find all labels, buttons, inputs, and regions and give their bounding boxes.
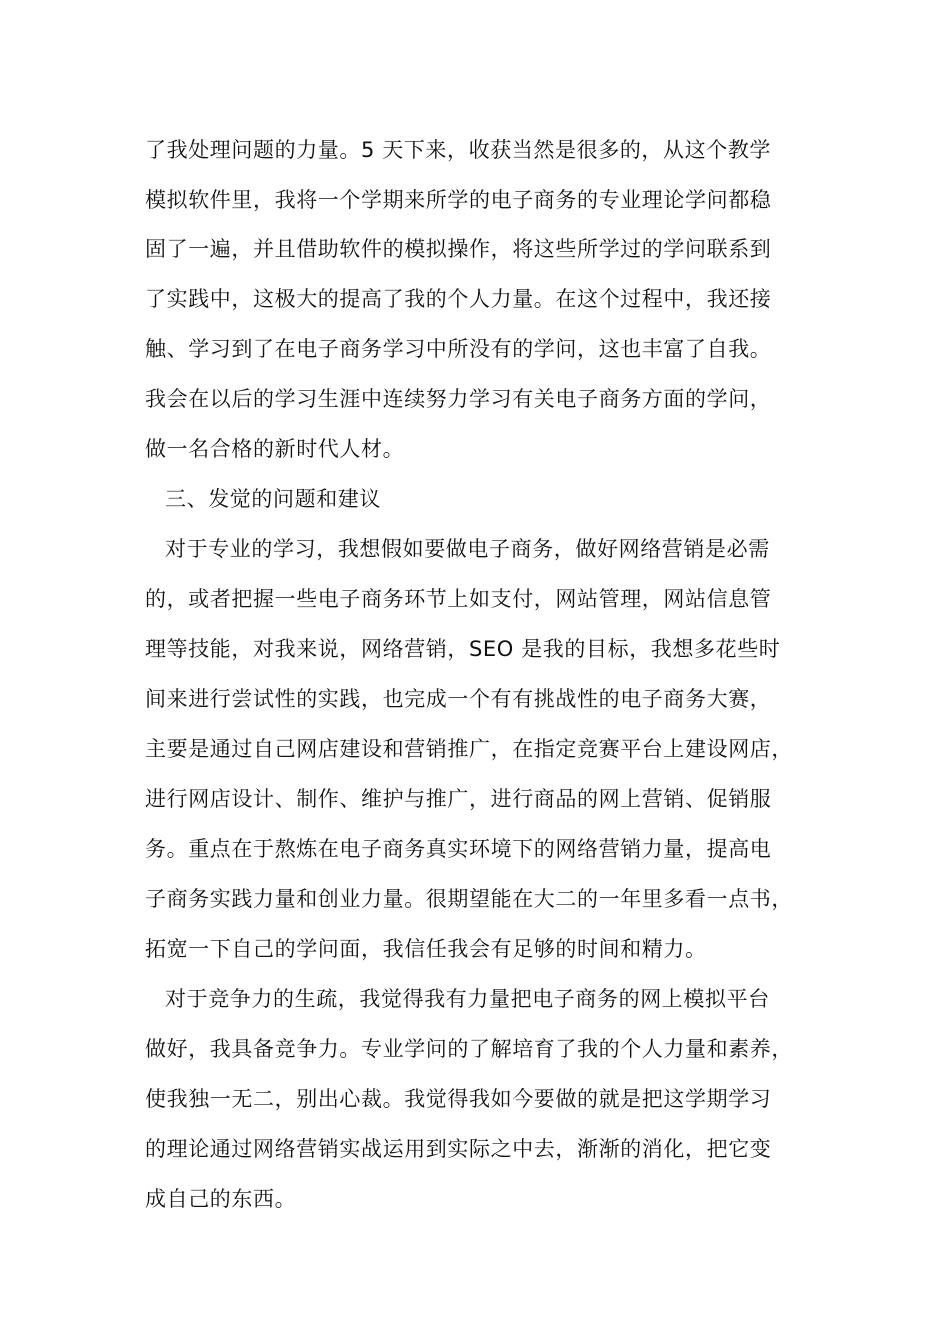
text-line: 理等技能，对我来说，网络营销，SEO 是我的目标，我想多花些时 xyxy=(145,637,781,661)
text-line: 做一名合格的新时代人材。 xyxy=(145,437,405,461)
text-line: 了实践中，这极大的提高了我的个人力量。在这个过程中，我还接 xyxy=(145,287,772,311)
text-line: 拓宽一下自己的学问面，我信任我会有足够的时间和精力。 xyxy=(145,937,707,961)
text-line: 触、学习到了在电子商务学习中所没有的学问，这也丰富了自我。 xyxy=(145,337,772,361)
text-line: 使我独一无二，别出心裁。我觉得我如今要做的就是把这学期学习 xyxy=(145,1087,772,1111)
text-line: 主要是通过自己网店建设和营销推广，在指定竞赛平台上建设网店， xyxy=(145,737,793,761)
text-line: 了我处理问题的力量。5 天下来，收获当然是很多的，从这个教学 xyxy=(145,138,772,162)
text-line: 的，或者把握一些电子商务环节上如支付，网站管理，网站信息管 xyxy=(145,587,772,611)
text-line: 的理论通过网络营销实战运用到实际之中去，渐渐的消化，把它变 xyxy=(145,1137,772,1161)
text-line: 进行网店设计、制作、维护与推广，进行商品的网上营销、促销服 xyxy=(145,787,772,811)
text-line: 对于竞争力的生疏，我觉得我有力量把电子商务的网上模拟平台 xyxy=(165,987,770,1011)
text-line: 固了一遍，并且借助软件的模拟操作，将这些所学过的学问联系到 xyxy=(145,237,772,261)
text-line: 成自己的东西。 xyxy=(145,1187,297,1211)
text-line: 我会在以后的学习生涯中连续努力学习有关电子商务方面的学问， xyxy=(145,387,772,411)
text-line: 对于专业的学习，我想假如要做电子商务，做好网络营销是必需 xyxy=(165,537,770,561)
text-line: 模拟软件里，我将一个学期来所学的电子商务的专业理论学问都稳 xyxy=(145,188,772,212)
text-line: 子商务实践力量和创业力量。很期望能在大二的一年里多看一点书， xyxy=(145,887,793,911)
text-line: 做好，我具备竞争力。专业学问的了解培育了我的个人力量和素养， xyxy=(145,1037,793,1061)
text-line: 务。重点在于熬炼在电子商务真实环境下的网络营销力量，提高电 xyxy=(145,837,772,861)
text-line: 间来进行尝试性的实践，也完成一个有有挑战性的电子商务大赛， xyxy=(145,687,772,711)
section-heading: 三、发觉的问题和建议 xyxy=(165,487,381,511)
